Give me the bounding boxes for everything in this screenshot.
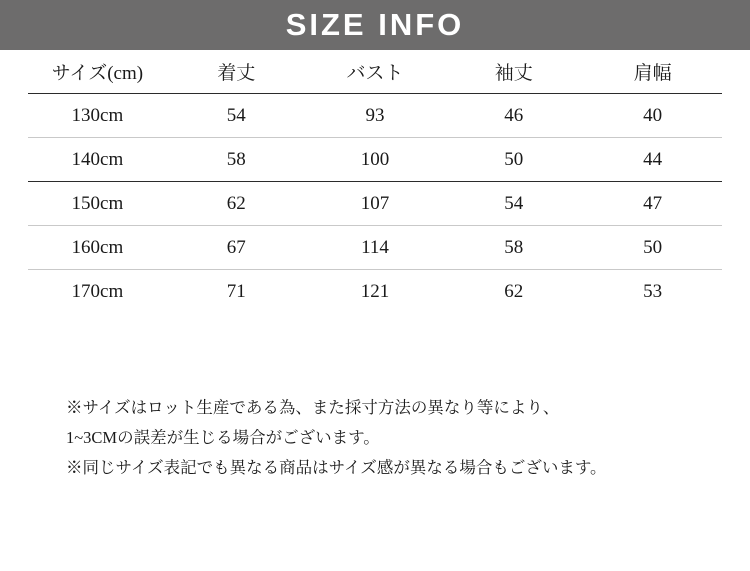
notes-section [66, 393, 726, 483]
cell-length: 54 [226, 104, 246, 126]
size-table [28, 50, 722, 313]
size-table-body [28, 94, 722, 314]
cell-size: 140cm [71, 148, 124, 170]
cell-shoulder: 47 [643, 192, 663, 214]
column-header-shoulder: 肩幅 [583, 50, 722, 94]
cell-length: 58 [226, 148, 246, 170]
note-line: 1~3CMの誤差が生じる場合がございます。 [66, 428, 380, 447]
table-row [28, 182, 722, 226]
cell-size: 130cm [71, 104, 124, 126]
column-header-length: 着丈 [167, 50, 306, 94]
table-row [28, 226, 722, 270]
cell-bust: 107 [360, 192, 390, 214]
cell-sleeve: 46 [504, 104, 524, 126]
cell-shoulder: 44 [643, 148, 663, 170]
column-header-size: サイズ(cm) [28, 50, 167, 94]
column-header-sleeve: 袖丈 [444, 50, 583, 94]
cell-shoulder: 53 [643, 280, 663, 302]
cell-size: 150cm [71, 192, 124, 214]
cell-size: 170cm [71, 280, 124, 302]
size-table-container [0, 50, 750, 313]
cell-length: 62 [226, 192, 246, 214]
cell-length: 67 [226, 236, 246, 258]
cell-bust: 93 [365, 104, 385, 126]
cell-sleeve: 62 [504, 280, 524, 302]
cell-sleeve: 54 [504, 192, 524, 214]
note-line: ※同じサイズ表記でも異なる商品はサイズ感が異なる場合もございます。 [66, 458, 607, 477]
cell-sleeve: 58 [504, 236, 524, 258]
header-bar [0, 0, 750, 50]
table-row [28, 94, 722, 138]
table-header-row [28, 50, 722, 94]
cell-size: 160cm [71, 236, 124, 258]
size-table-head [28, 50, 722, 94]
table-row [28, 138, 722, 182]
cell-shoulder: 40 [643, 104, 663, 126]
cell-bust: 100 [360, 148, 390, 170]
note-line: ※サイズはロット生産である為、また採寸方法の異なり等により、 [66, 398, 560, 417]
cell-length: 71 [226, 280, 246, 302]
cell-bust: 121 [360, 280, 390, 302]
column-header-bust: バスト [306, 50, 445, 94]
cell-bust: 114 [361, 236, 389, 258]
cell-sleeve: 50 [504, 148, 524, 170]
cell-shoulder: 50 [643, 236, 663, 258]
table-row [28, 270, 722, 314]
page-title: SIZE INFO [285, 7, 465, 42]
